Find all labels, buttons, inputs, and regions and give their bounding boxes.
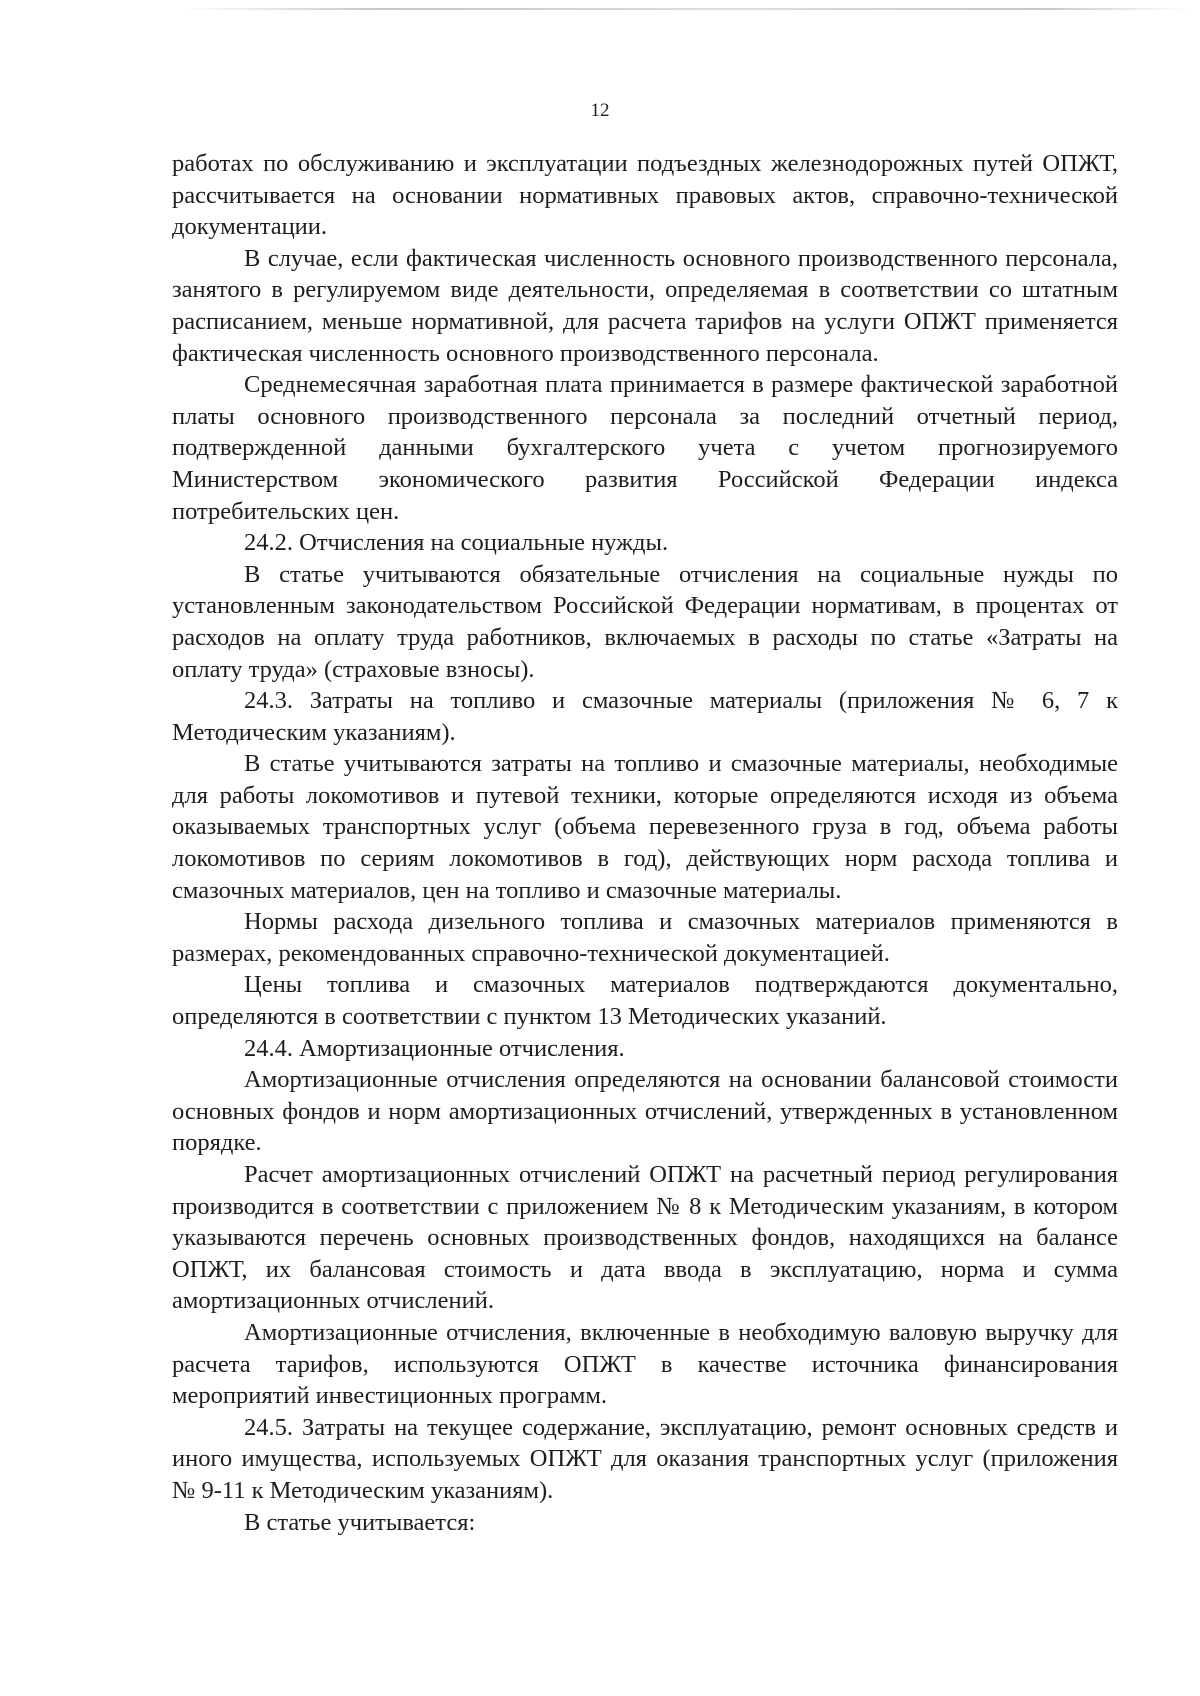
paragraph-depreciation-calculation: Расчет амортизационных отчислений ОПЖТ на расчетный период регулирования производится в соответствии с приложением № 8 к Методическим указаниям, в котором указываются перечень основных производственных фондов, находящихся на балансе ОПЖТ, их балансовая стоимость и дата ввода в эксплуатацию, норма и сумма амортизационных отчислений. — [172, 1161, 1118, 1315]
page-number: 12 — [590, 100, 610, 121]
paragraph-fuel-prices: Цены топлива и смазочных материалов подтверждаются документально, определяются в соответствии с пунктом 13 Методических указаний. — [172, 971, 1118, 1031]
paragraph-fuel-norms: Нормы расхода дизельного топлива и смазочных материалов применяются в размерах, рекомендованных справочно-технической документацией. — [172, 908, 1118, 967]
document-body — [172, 148, 1118, 1538]
paragraph-depreciation-usage: Амортизационные отчисления, включенные в необходимую валовую выручку для расчета тарифов, используются ОПЖТ в качестве источника финансирования мероприятий инвестиционных программ. — [172, 1318, 1118, 1410]
section-heading-24-5: 24.5. Затраты на текущее содержание, эксплуатацию, ремонт основных средств и иного имущества, используемых ОПЖТ для оказания транспортных услуг (приложения № 9-11 к Методическим указаниям). — [172, 1413, 1118, 1504]
paragraph-staff-count: В случае, если фактическая численность основного производственного персонала, занятого в регулируемом виде деятельности, определяемая в соответствии со штатным расписанием, меньше нормативной, для расчета тарифов на услуги ОПЖТ применяется фактическая численность основного производственного персонала. — [172, 244, 1118, 367]
paragraph-average-salary: Среднемесячная заработная плата принимается в размере фактической заработной платы основного производственного персонала за последний отчетный период, подтвержденной данными бухгалтерского учета с учетом прогнозируемого Министерством экономического развития Российской Федерации индекса потребительских цен. — [172, 371, 1118, 525]
paragraph-fuel-costs: В статье учитываются затраты на топливо и смазочные материалы, необходимые для работы локомотивов и путевой техники, которые определяются исходя из объема оказываемых транспортных услуг (объема перевезенного груза в год, объема работы локомотивов по сериям локомотивов в год), действующих норм расхода топлива и смазочных материалов, цен на топливо и смазочные материалы. — [172, 750, 1118, 904]
section-heading-24-3: 24.3. Затраты на топливо и смазочные материалы (приложения № 6, 7 к Методическим указаниям). — [172, 687, 1118, 746]
scan-edge-line — [180, 8, 1190, 10]
section-heading-24-4: 24.4. Амортизационные отчисления. — [244, 1034, 625, 1062]
paragraph-continuation: работах по обслуживанию и эксплуатации подъездных железнодорожных путей ОПЖТ, рассчитывается на основании нормативных правовых актов, справочно-технической документации. — [172, 150, 1118, 241]
paragraph-depreciation-basis: Амортизационные отчисления определяются на основании балансовой стоимости основных фондов и норм амортизационных отчислений, утвержденных в установленном порядке. — [172, 1066, 1118, 1157]
section-heading-24-2: 24.2. Отчисления на социальные нужды. — [244, 529, 669, 557]
paragraph-social-contributions: В статье учитываются обязательные отчисления на социальные нужды по установленным законодательством Российской Федерации нормативам, в процентах от расходов на оплату труда работников, включаемых в расходы по статье «Затраты на оплату труда» (страховые взносы). — [172, 560, 1118, 683]
paragraph-item-intro: В статье учитывается: — [244, 1508, 476, 1536]
